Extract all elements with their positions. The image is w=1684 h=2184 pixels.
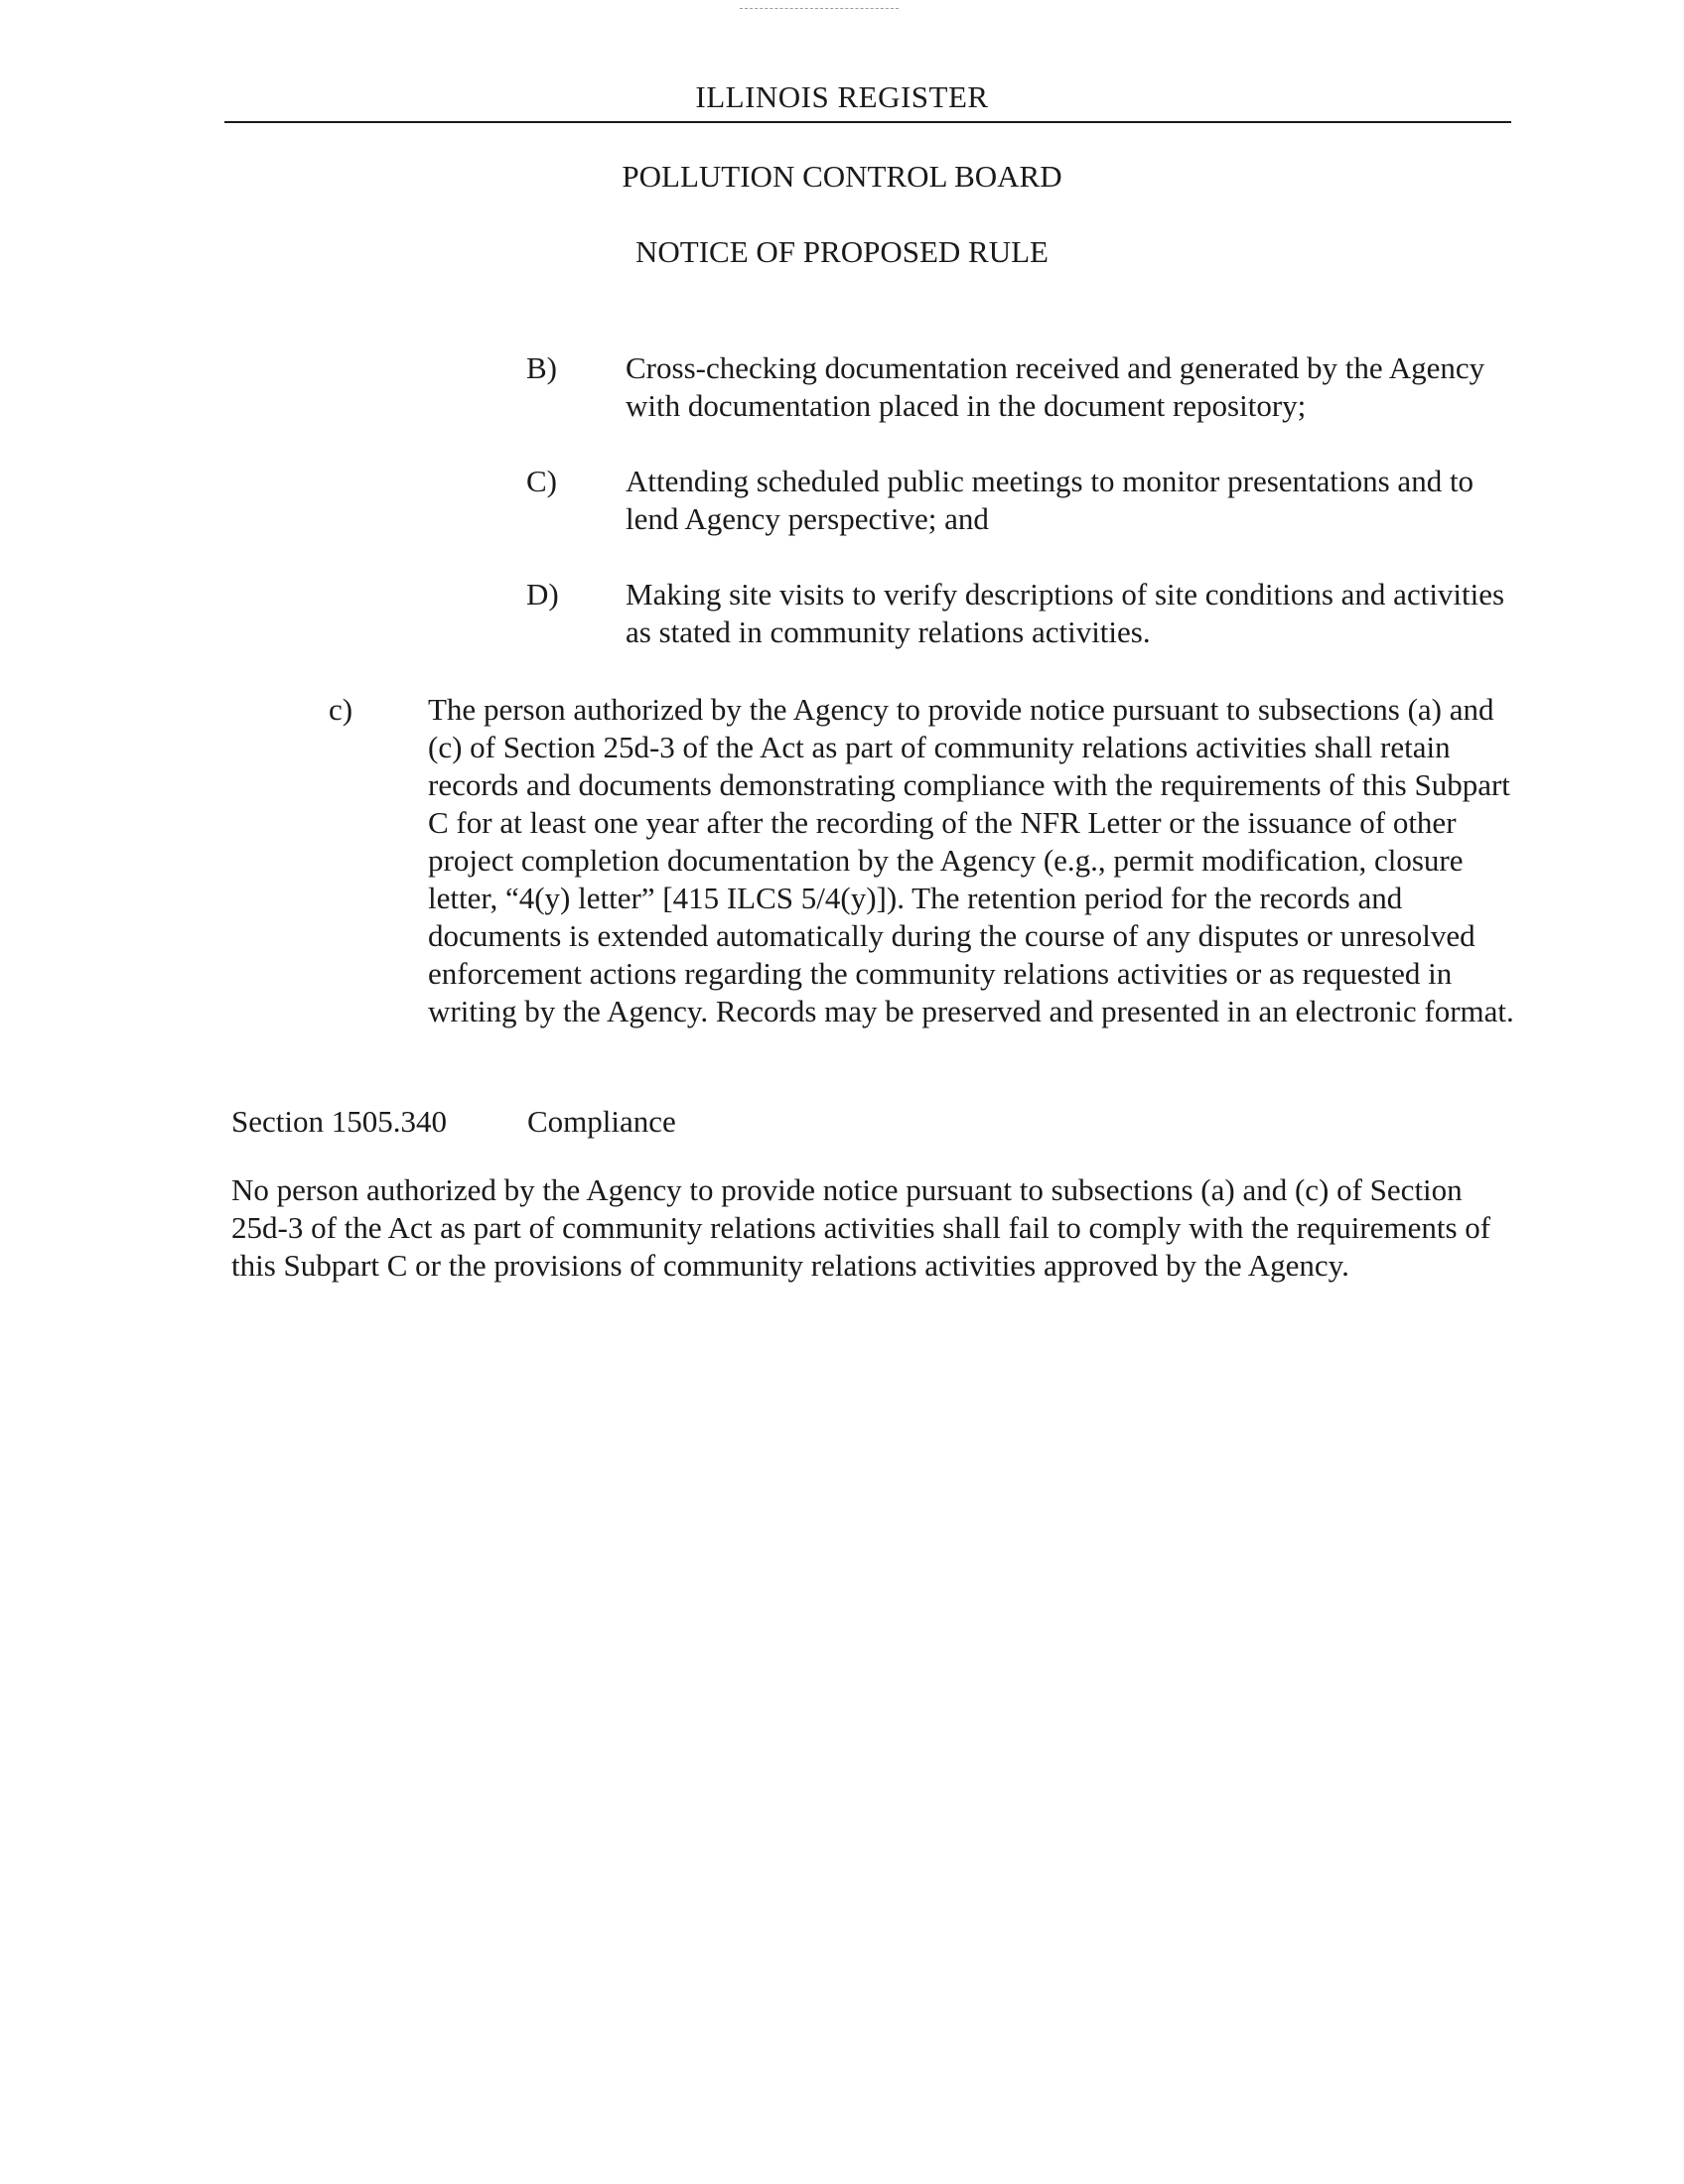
sub-item-text: Cross-checking documentation received and generated by the Agency with documentation placed in the document repository; <box>626 350 1485 423</box>
sub-item-label: D) <box>526 577 559 612</box>
section-number: Section 1505.340 <box>231 1104 447 1139</box>
sub-item-text: Making site visits to verify descriptions of site conditions and activities as stated in community relations activities. <box>626 577 1505 649</box>
subsection-label: c) <box>329 692 353 727</box>
section-title: Compliance <box>527 1104 676 1139</box>
scan-artifact-line <box>740 8 899 9</box>
notice-type: NOTICE OF PROPOSED RULE <box>635 234 1049 269</box>
section-body: No person authorized by the Agency to provide notice pursuant to subsections (a) and (c) of Section 25d-3 of the Act as part of community relations activities shall fail to comply with the requirements of this Subpart C or the provisions of community relations activities approved by the Agency. <box>231 1172 1491 1283</box>
subsection-text: The person authorized by the Agency to provide notice pursuant to subsections (a) and (c) of Section 25d-3 of the Act as part of community relations activities shall retain records and documents demonstrating compliance with the requirements of this Subpart C for at least one year after the recording of the NFR Letter or the issuance of other project completion documentation by the Agency (e.g., permit modification, closure letter, “4(y) letter” [415 ILCS 5/4(y)]). The retention period for the records and documents is extended automatically during the course of any disputes or unresolved enforcement actions regarding the community relations activities or as requested in writing by the Agency. Records may be preserved and presented in an electronic format. <box>428 692 1514 1028</box>
sub-item-label: C) <box>526 464 557 498</box>
sub-item-text: Attending scheduled public meetings to monitor presentations and to lend Agency perspective; and <box>626 464 1474 536</box>
register-title: ILLINOIS REGISTER <box>695 79 989 114</box>
header-rule <box>224 121 1511 123</box>
sub-item-label: B) <box>526 350 557 385</box>
board-name: POLLUTION CONTROL BOARD <box>622 159 1062 194</box>
